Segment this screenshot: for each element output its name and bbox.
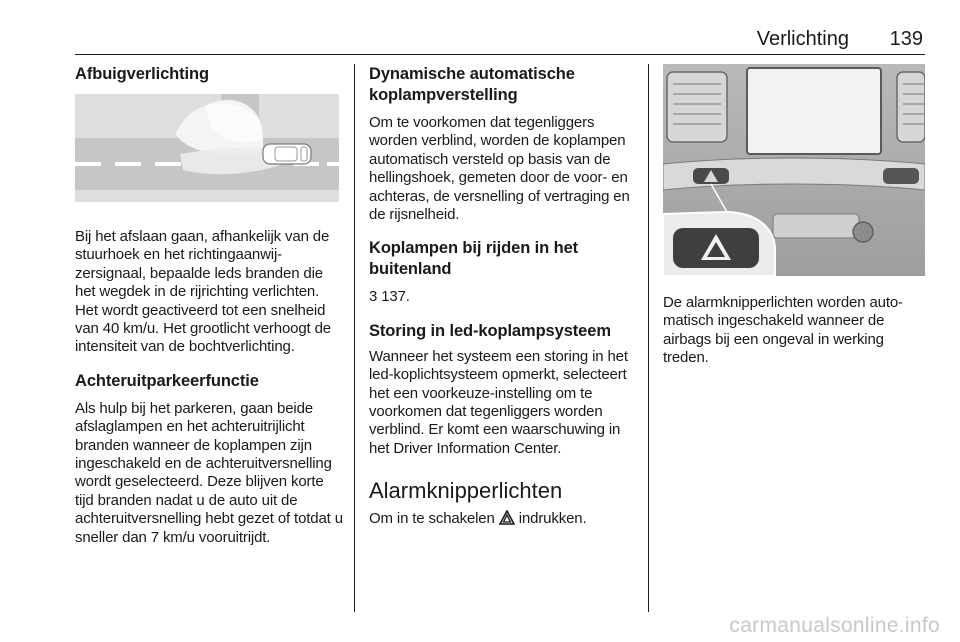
column-1 [75, 64, 343, 561]
paragraph: De alarmknipperlichten worden automatisch ingeschakeld wanneer de airbags bij een ongeval in werking treden. [663, 294, 904, 367]
section-heading-koplampverstelling: Dynamische automatische koplampverstelling [369, 65, 575, 104]
paragraph: Wanneer het systeem een storing in het led-koplichtsysteem opmerkt, selecteert het een voorkeuze-instelling om te voorkomen dat tegenliggers worden verblind. Er komt een waarschuwing in het Driver Information Center. [369, 347, 628, 457]
reference-arrow-icon: 3 [369, 288, 378, 306]
paragraph-hazard [369, 510, 633, 528]
section-heading-achteruitparkeerfunctie: Achteruitparkeerfunctie [75, 371, 259, 390]
column-divider [354, 64, 355, 612]
cross-reference [369, 288, 633, 306]
section-heading-storing: Storing in led-koplampsysteem [369, 321, 611, 340]
hazard-text-after: indrukken. [518, 510, 587, 528]
watermark: carmanualsonline.info [729, 614, 940, 637]
hazard-button-dashboard-illustration [663, 64, 925, 276]
cornering-light-illustration [75, 94, 339, 202]
column-divider [648, 64, 649, 612]
section-heading-buitenland: Koplampen bij rijden in het buitenland [369, 239, 579, 279]
column-2 [369, 64, 633, 543]
paragraph: Om te voorkomen dat tegenliggers worden verblind, worden de koplampen automatisch versteld op basis van de hellingshoek, gemeten door de voor- en achteras, de versnelling of vertraging en de rijsnelheid. [369, 114, 630, 224]
column-3 [663, 64, 928, 382]
reference-page: 137. [381, 288, 410, 306]
hazard-warning-icon [499, 510, 515, 525]
page-number: 139 [889, 28, 923, 50]
paragraph: Als hulp bij het parkeren, gaan beide afslaglampen en het achteruitrijlicht branden wanneer de koplampen zijn ingeschakeld en de achteruitversnelling wordt geselecteerd. Deze blijven korte tijd branden nadat u de auto uit de achteruitversnelling hebt gezet of totdat u sneller dan 7 km/u vooruitrijdt. [75, 399, 343, 546]
page-header [75, 26, 925, 55]
paragraph: Bij het afslaan gaan, afhankelijk van de stuurhoek en het richtingaanwijzersignaal, bepaalde leds branden die het wegdek in de rijrichting verlichten. Het wordt geactiveerd tot een snelheid van 40 km/u. Het grootlicht verhoogt de intensiteit van de bochtverlichting. [75, 228, 331, 356]
section-heading-afbuigverlichting: Afbuigverlichting [75, 65, 209, 83]
page-title: Verlichting [756, 28, 849, 50]
section-heading-alarmknipperlichten: Alarmknipperlichten [369, 478, 563, 504]
hazard-text-before: Om in te schakelen [369, 510, 495, 528]
